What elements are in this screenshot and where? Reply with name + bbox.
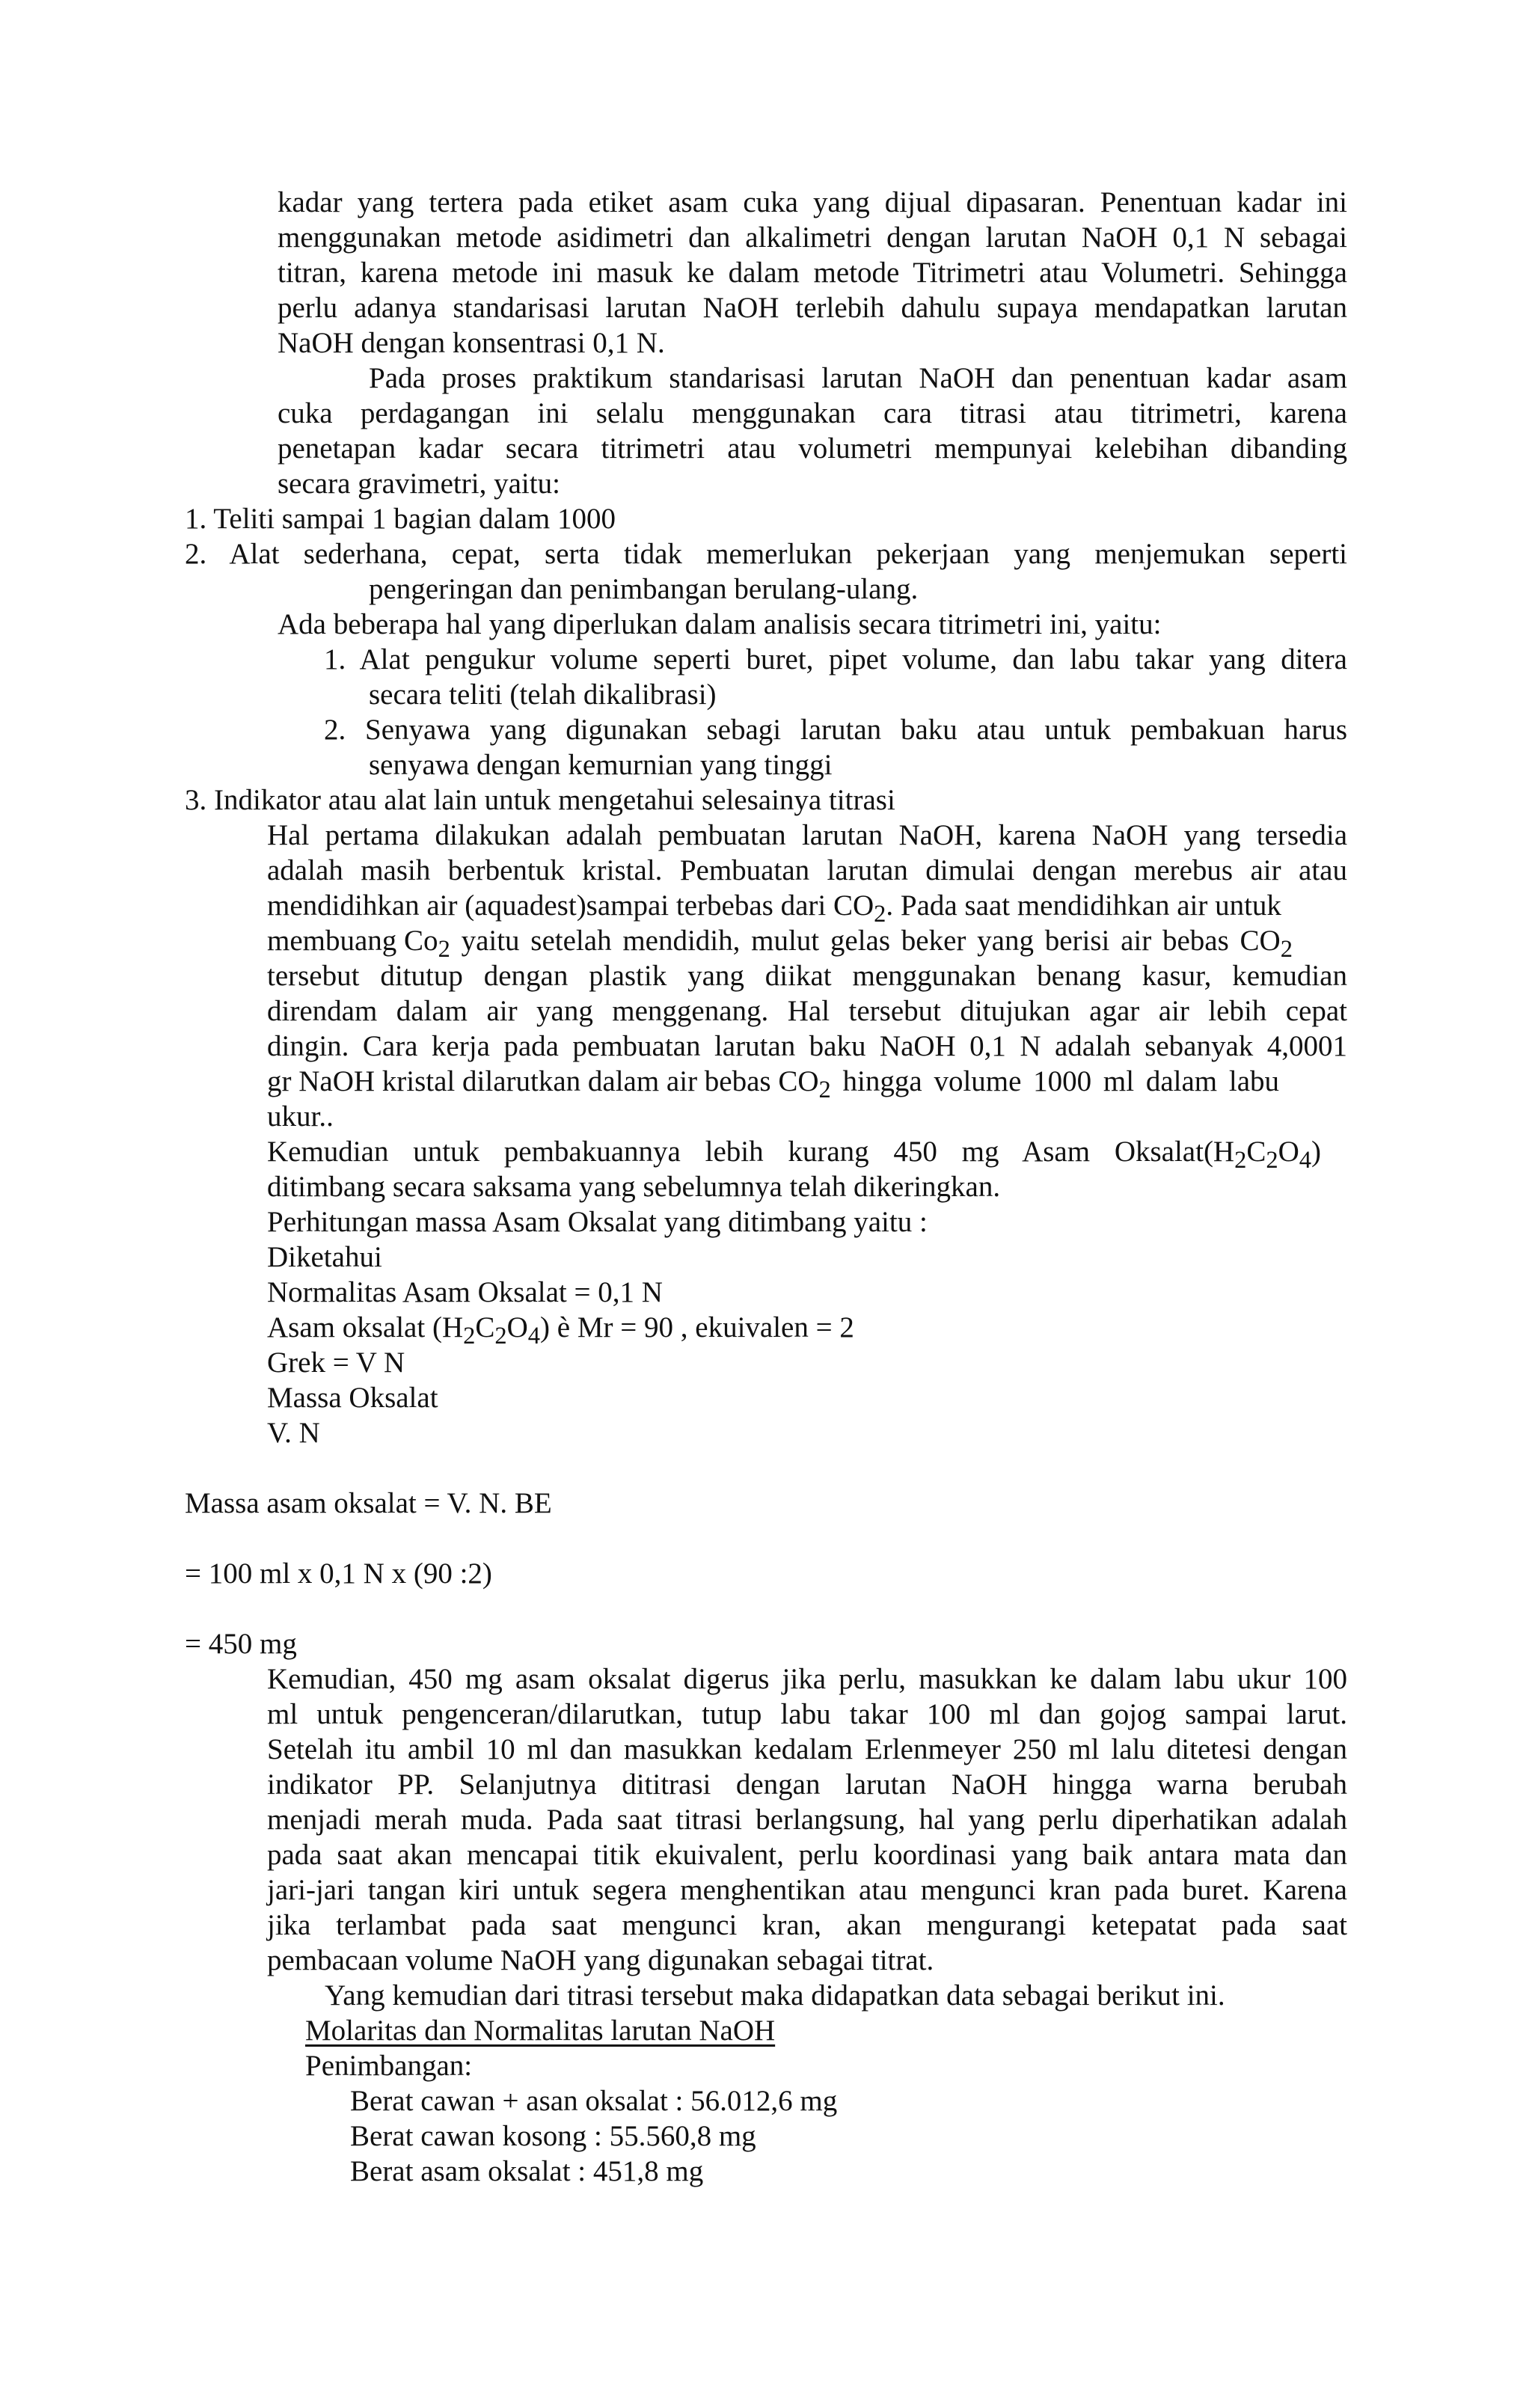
text-fragment: ) [1311, 1136, 1322, 1168]
text-line: pembacaan volume NaOH yang digunakan sebagai titrat. [267, 1944, 934, 1976]
weight-item: Berat asam oksalat : 451,8 mg [350, 2155, 704, 2187]
text-line: menggunakan metode asidimetri dan alkalimetri dengan larutan NaOH 0,1 N sebagai [278, 221, 1347, 254]
text-line: Hal pertama dilakukan adalah pembuatan larutan NaOH, karena NaOH yang tersedia [267, 819, 1347, 851]
text-line: titran, karena metode ini masuk ke dalam metode Titrimetri atau Volumetri. Sehingga [278, 257, 1347, 289]
text-line: menjadi merah muda. Pada saat titrasi berlangsung, hal yang perlu diperhatikan adalah [267, 1804, 1347, 1836]
text-line: secara gravimetri, yaitu: [278, 468, 560, 500]
list-item: 1. Alat pengukur volume seperti buret, pipet volume, dan labu takar yang ditera [324, 643, 1347, 675]
text-line: penetapan kadar secara titrimetri atau volumetri mempunyai kelebihan dibanding [278, 432, 1347, 465]
subscript: 2 [494, 1322, 507, 1349]
subscript: 2 [874, 900, 886, 928]
list-item-continuation: secara teliti (telah dikalibrasi) [369, 678, 717, 711]
text-line: ditimbang secara saksama yang sebelumnya telah dikeringkan. [267, 1171, 1001, 1203]
text-fragment: yaitu setelah mendidih, mulut gelas beker yang berisi air bebas CO [450, 925, 1281, 957]
subscript: 2 [438, 935, 450, 963]
text-line: ml untuk pengenceran/dilarutkan, tutup labu takar 100 ml dan gojog sampai larut. [267, 1698, 1347, 1730]
text-line: Pada proses praktikum standarisasi larutan NaOH dan penentuan kadar asam [369, 362, 1347, 394]
requirements-intro: Ada beberapa hal yang diperlukan dalam analisis secara titrimetri ini, yaitu: [278, 608, 1162, 640]
data-intro: Yang kemudian dari titrasi tersebut maka didapatkan data sebagai berikut ini. [325, 1979, 1225, 2012]
text-line: Setelah itu ambil 10 ml dan masukkan kedalam Erlenmeyer 250 ml lalu ditetesi dengan [267, 1733, 1347, 1765]
text-fragment: ) è Mr = 90 , ekuivalen = 2 [540, 1311, 854, 1344]
text-line: tersebut ditutup dengan plastik yang diikat menggunakan benang kasur, kemudian [267, 960, 1347, 992]
text-line: jari-jari tangan kiri untuk segera menghentikan atau mengunci kran pada buret. Karena [267, 1874, 1347, 1906]
text-line: kadar yang tertera pada etiket asam cuka yang dijual dipasaran. Penentuan kadar ini [278, 186, 1347, 218]
weight-item: Berat cawan + asan oksalat : 56.012,6 mg [350, 2085, 838, 2117]
list-item: 1. Teliti sampai 1 bagian dalam 1000 [185, 503, 616, 535]
text-line: jika terlambat pada saat mengunci kran, akan mengurangi ketepatat pada saat [267, 1909, 1347, 1941]
text-line: V. N [267, 1417, 320, 1449]
text-line: Kemudian, 450 mg asam oksalat digerus jika perlu, masukkan ke dalam labu ukur 100 [267, 1663, 1347, 1695]
text-fragment: hingga volume 1000 ml dalam labu [830, 1065, 1280, 1097]
subscript: 2 [818, 1076, 831, 1103]
text-line: perlu adanya standarisasi larutan NaOH terlebih dahulu supaya mendapatkan larutan [278, 292, 1347, 324]
list-item-continuation: senyawa dengan kemurnian yang tinggi [369, 749, 833, 781]
text-fragment: Kemudian untuk pembakuannya lebih kurang 450 mg Asam Oksalat(H [267, 1136, 1235, 1168]
list-item-continuation: pengeringan dan penimbangan berulang-ulang. [369, 573, 919, 605]
formula-line: Massa asam oksalat = V. N. BE [185, 1487, 552, 1519]
text-line: cuka perdagangan ini selalu menggunakan cara titrasi atau titrimetri, karena [278, 397, 1347, 429]
text-fragment: C [475, 1311, 495, 1344]
subscript: 2 [1280, 935, 1293, 963]
text-line: adalah masih berbentuk kristal. Pembuatan larutan dimulai dengan merebus air atau [267, 854, 1347, 886]
text-line: NaOH dengan konsentrasi 0,1 N. [278, 327, 665, 359]
text-line: Perhitungan massa Asam Oksalat yang ditimbang yaitu : [267, 1206, 928, 1238]
formula-line: = 100 ml x 0,1 N x (90 :2) [185, 1557, 492, 1590]
subscript: 2 [463, 1322, 476, 1349]
text-fragment: mendidihkan air (aquadest)sampai terbebas dari CO [267, 889, 874, 922]
text-line [267, 1064, 1347, 1108]
text-fragment: membuang Co [267, 925, 438, 957]
list-item: 2. Senyawa yang digunakan sebagi larutan baku atau untuk pembakuan harus [324, 714, 1347, 746]
text-line: Normalitas Asam Oksalat = 0,1 N [267, 1276, 663, 1308]
text-fragment: O [506, 1311, 528, 1344]
text-line: ukur.. [267, 1100, 334, 1133]
list-item: 2. Alat sederhana, cepat, serta tidak memerlukan pekerjaan yang menjemukan seperti [185, 538, 1347, 570]
section-heading: Molaritas dan Normalitas larutan NaOH [305, 2015, 776, 2047]
text-fragment: . Pada saat mendidihkan air untuk [886, 889, 1281, 922]
formula-line: = 450 mg [185, 1628, 297, 1660]
text-line: Diketahui [267, 1241, 382, 1273]
penimbangan-label: Penimbangan: [305, 2050, 473, 2082]
subscript: 4 [1299, 1146, 1312, 1174]
subscript: 4 [527, 1322, 541, 1349]
text-fragment: Asam oksalat (H [267, 1311, 464, 1344]
text-line: indikator PP. Selanjutnya dititrasi dengan larutan NaOH hingga warna berubah [267, 1768, 1347, 1801]
weight-item: Berat cawan kosong : 55.560,8 mg [350, 2120, 756, 2152]
text-line: pada saat akan mencapai titik ekuivalent, perlu koordinasi yang baik antara mata dan [267, 1839, 1347, 1871]
text-line: Grek = V N [267, 1347, 405, 1379]
text-fragment: gr NaOH kristal dilarutkan dalam air bebas CO [267, 1065, 819, 1097]
text-fragment: O [1278, 1136, 1299, 1168]
subscript: 2 [1234, 1146, 1247, 1174]
text-line: Massa Oksalat [267, 1382, 438, 1414]
subscript: 2 [1266, 1146, 1278, 1174]
text-fragment: C [1246, 1136, 1266, 1168]
text-line: direndam dalam air yang menggenang. Hal tersebut ditujukan agar air lebih cepat [267, 995, 1347, 1027]
text-line: dingin. Cara kerja pada pembuatan larutan baku NaOH 0,1 N adalah sebanyak 4,0001 [267, 1030, 1347, 1062]
list-item: 3. Indikator atau alat lain untuk mengetahui selesainya titrasi [185, 784, 895, 816]
